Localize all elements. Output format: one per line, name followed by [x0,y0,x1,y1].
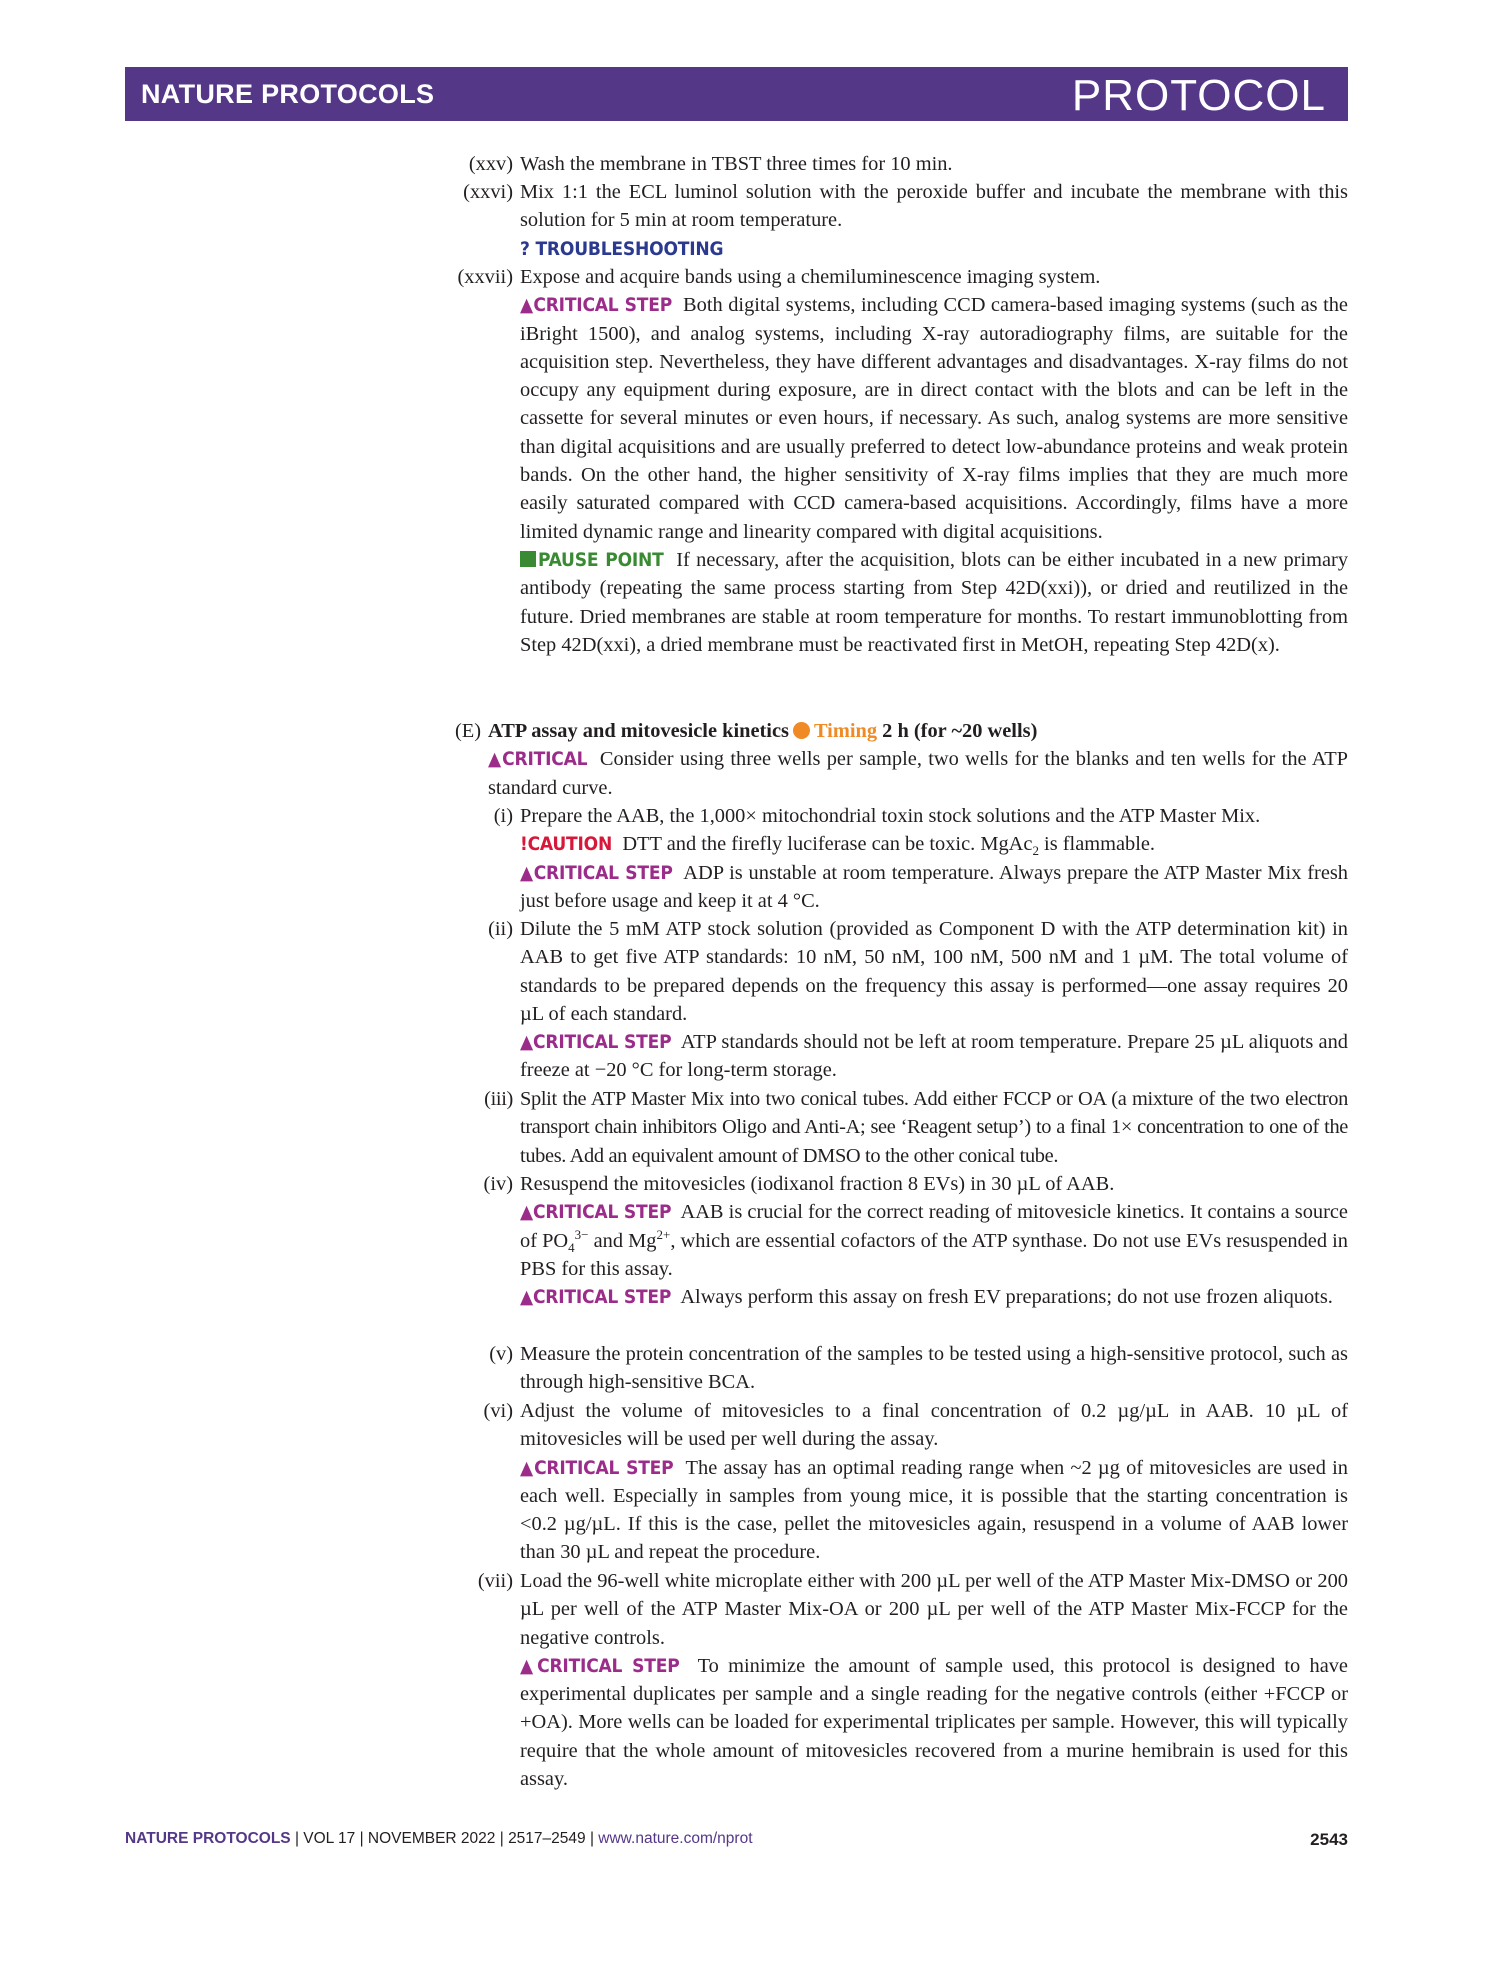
critical-step-text: AAB is crucial for the correct reading of mitovesicle kinetics. It contains a source of $PO_4^{3-}$ and $Mg^{2+}$, which are essential cofactors of the ATP synthase. Do not use EVs resuspended in PBS for this assay. [520,1201,1348,1280]
critical-label: ▲CRITICAL [488,748,588,771]
critical-step-note [520,859,1348,916]
critical-step-note [520,1283,1348,1311]
step-text: Measure the protein concentration of the samples to be tested using a high-sensitive protocol, such as through high-sensitive BCA. [520,1343,1348,1394]
step-number: (ii) [488,918,513,940]
footer-url-link[interactable]: www.nature.com/nprot [598,1830,753,1847]
critical-step-note [520,1454,1348,1567]
step-text: Split the ATP Master Mix into two conical tubes. Add either FCCP or OA (a mixture of the two electron transport chain inhibitors Oligo and Anti-A; see ‘Reagent setup’) to a final 1× concentration to one of the tubes. Add an equivalent amount of DMSO to the other conical tube. [520,1088,1348,1167]
pause-square-icon [520,551,536,567]
critical-step-note [520,1652,1348,1793]
critical-step-label: ▲CRITICAL STEP [520,1654,680,1677]
journal-name: NATURE PROTOCOLS [141,79,435,109]
pause-point-label: PAUSE POINT [520,549,664,571]
section-heading [488,717,1348,745]
step-number: (iii) [484,1088,513,1110]
step-number: (vii) [477,1570,513,1592]
critical-step-note [520,291,1348,546]
footer-volume: VOL 17 [303,1830,356,1847]
critical-step-text: Both digital systems, including CCD camera-based imaging systems (such as the iBright 1500), and analog systems, including X-ray autoradiography films, are suitable for the acquisition step. Nevertheless, they have different advantages and disadvantages. X-ray films do not occupy any equipment during exposure, are in direct contact with the blots and can be left in the cassette for several minutes or even hours, if necessary. As such, analog systems are more sensitive than digital acquisitions and are usually preferred to detect low-abundance proteins and weak protein bands. On the other hand, the higher sensitivity of X-ray films implies that they are much more easily saturated compared with CCD camera-based acquisitions. Accordingly, films have a more limited dynamic range and linearity compared with digital acquisitions. [520,294,1348,543]
critical-step-label: ▲CRITICAL STEP [520,1286,672,1309]
pause-point-note [520,546,1348,659]
step-number: (xxvii) [457,266,513,288]
step-number: (v) [489,1343,513,1365]
step-text: Resuspend the mitovesicles (iodixanol fraction 8 EVs) in 30 µL of AAB. [520,1173,1115,1195]
page-footer: NATURE PROTOCOLS | VOL 17 | NOVEMBER 2022 | 2517–2549 | www.nature.com/nprot 2543 [125,1830,1348,1849]
troubleshooting-label: ? TROUBLESHOOTING [520,237,724,260]
step-number: (xxv) [468,153,513,175]
caution-note [520,830,1348,858]
timing-label: Timing [813,720,878,742]
critical-step-note [520,1198,1348,1283]
critical-step-note [520,1028,1348,1085]
step-text: Expose and acquire bands using a chemiluminescence imaging system. [520,266,1101,288]
page-number: 2543 [1310,1830,1348,1849]
step-text: Mix 1:1 the ECL luminol solution with the peroxide buffer and incubate the membrane with this solution for 5 min at room temperature. [520,181,1348,232]
step-number: (xxvi) [463,181,513,203]
critical-step-text: ATP standards should not be left at room temperature. Prepare 25 µL aliquots and freeze at −20 °C for long-term storage. [520,1031,1348,1082]
critical-text: Consider using three wells per sample, two wells for the blanks and ten wells for the ATP standard curve. [488,748,1348,799]
step-text: Adjust the volume of mitovesicles to a final concentration of 0.2 µg/µL in AAB. 10 µL of mitovesicles will be used per well during the assay. [520,1400,1348,1451]
critical-step-text: To minimize the amount of sample used, this protocol is designed to have experimental duplicates per sample and a single reading for the negative controls (either +FCCP or +OA). More wells can be loaded for experimental triplicates per sample. However, this will typically require that the whole amount of mitovesicles recovered from a murine hemibrain is used for this assay. [520,1654,1348,1791]
timing-dot-icon [793,722,810,739]
footer-date: NOVEMBER 2022 [367,1830,496,1847]
step-text: Dilute the 5 mM ATP stock solution (provided as Component D with the ATP determination kit) in AAB to get five ATP standards: 10 nM, 50 nM, 100 nM, 500 nM and 1 µM. The total volume of standards to be prepared depends on the frequency this assay is performed—one assay requires 20 µL of each standard. [520,918,1348,1025]
article-type: PROTOCOL [1071,71,1326,120]
critical-step-text: ADP is unstable at room temperature. Always prepare the ATP Master Mix fresh just before usage and keep it at 4 °C. [520,861,1348,912]
critical-step-label: ▲CRITICAL STEP [520,1031,672,1054]
troubleshooting-note [520,235,1348,263]
timing-value: 2 h (for ~20 wells) [882,720,1038,742]
step-number: (i) [493,805,513,827]
step-number: (iv) [483,1173,513,1195]
critical-step-text: Always perform this assay on fresh EV preparations; do not use frozen aliquots. [680,1286,1333,1309]
caution-text: DTT and the firefly luciferase can be toxic. MgAc$_2$ is flammable. [622,833,1156,859]
step-number: (vi) [483,1400,513,1422]
critical-note [488,745,1348,802]
running-header [125,67,1348,121]
caution-label: !CAUTION [520,833,613,856]
footer-pages: 2517–2549 [508,1830,586,1847]
critical-step-label: ▲CRITICAL STEP [520,1456,674,1479]
step-text: Wash the membrane in TBST three times for 10 min. [520,153,953,175]
critical-step-label: ▲CRITICAL STEP [520,861,673,884]
critical-step-text: The assay has an optimal reading range when ~2 µg of mitovesicles are used in each well. Especially in samples from young mice, it is possible that the starting concentration is <0.2 µg/µL. If this is the case, pellet the mitovesicles again, resuspend in a volume of AAB lower than 30 µL and repeat the procedure. [520,1456,1349,1564]
step-text: Prepare the AAB, the 1,000× mitochondrial toxin stock solutions and the ATP Master Mix. [520,805,1261,827]
step-text: Load the 96-well white microplate either with 200 µL per well of the ATP Master Mix-DMSO or 200 µL per well of the ATP Master Mix-OA or 200 µL per well of the ATP Master Mix-FCCP for the negative controls. [520,1570,1348,1649]
section-title: ATP assay and mitovesicle kinetics [488,720,789,742]
critical-step-label: ▲CRITICAL STEP [520,1201,672,1224]
pause-point-text: If necessary, after the acquisition, blots can be either incubated in a new primary antibody (repeating the same process starting from Step 42D(xxi)), or dried and reutilized in the future. Dried membranes are stable at room temperature for months. To restart immunoblotting from Step 42D(xxi), a dried membrane must be reactivated first in MetOH, repeating Step 42D(x). [520,548,1349,656]
section-number: (E) [454,720,481,742]
footer-journal: NATURE PROTOCOLS [125,1830,291,1847]
critical-step-label: ▲CRITICAL STEP [520,294,673,317]
